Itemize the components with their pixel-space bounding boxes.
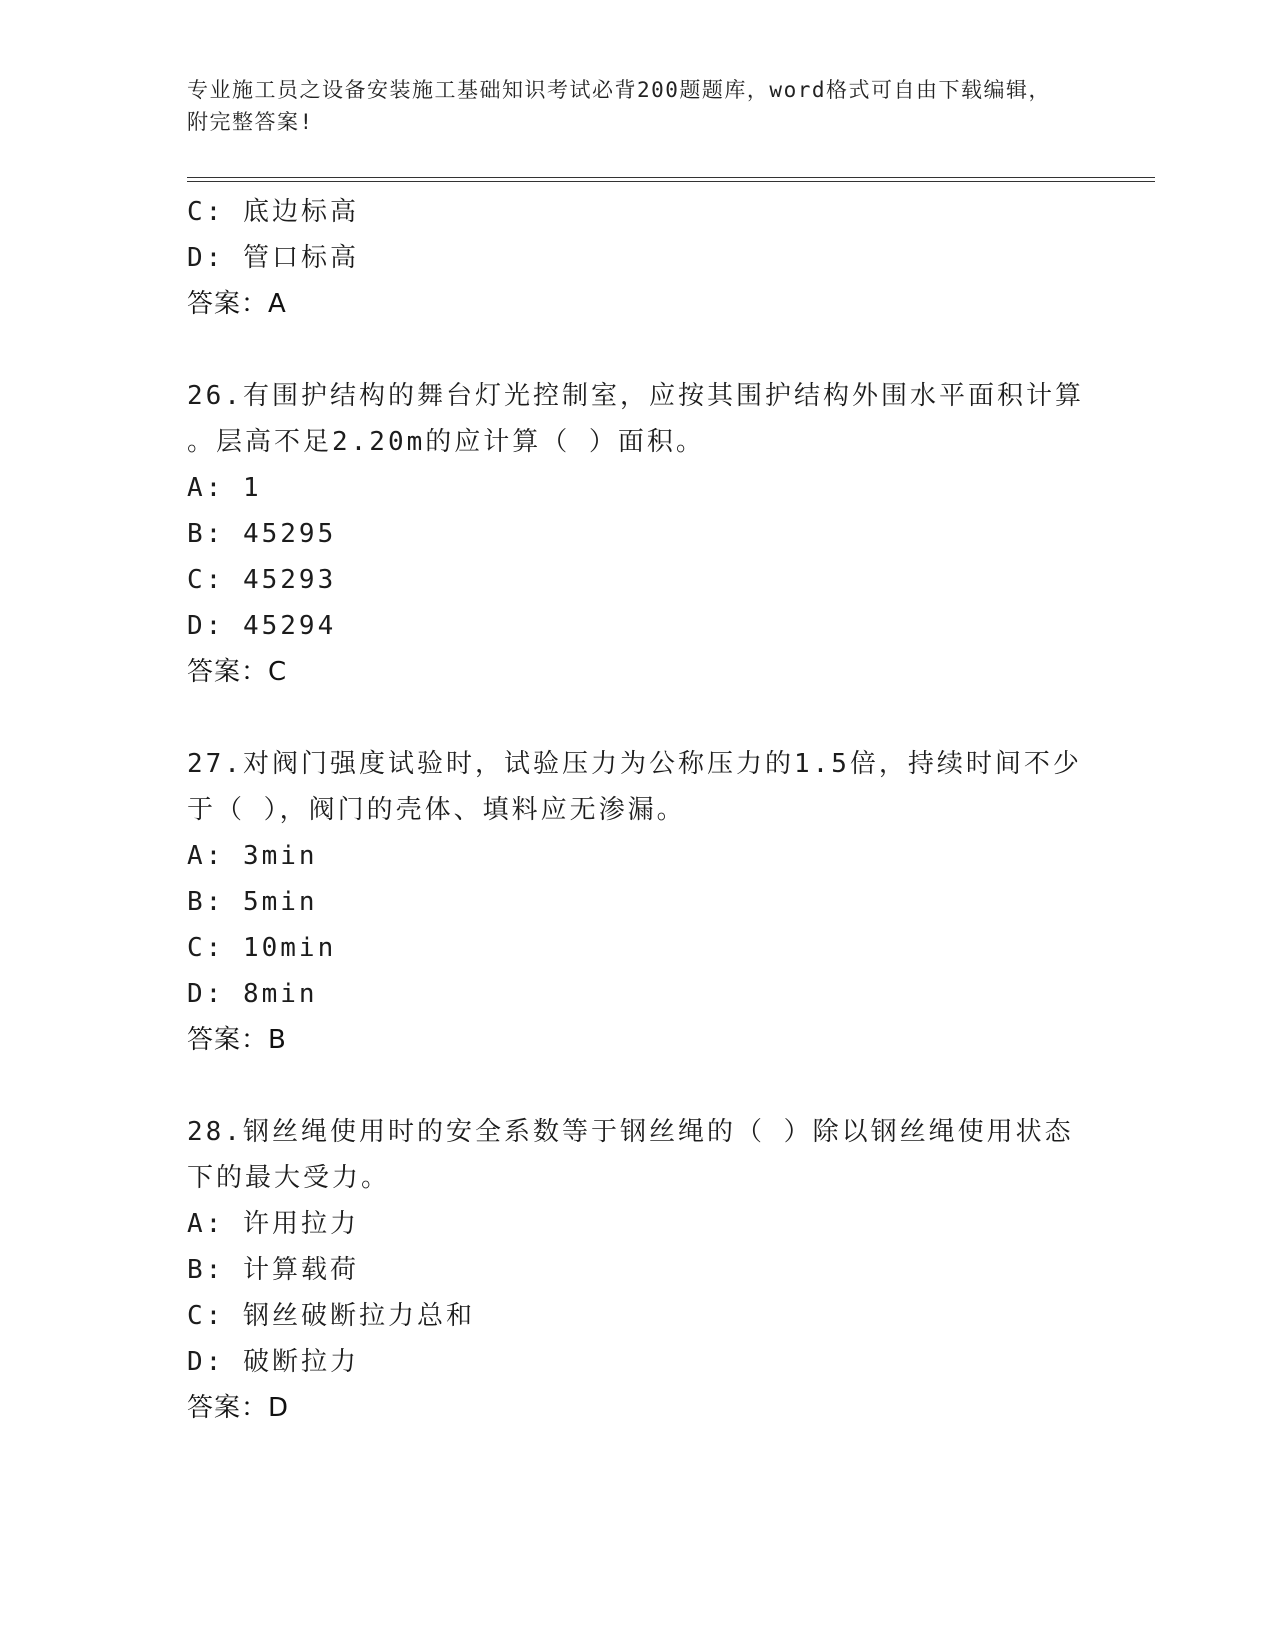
option-d: D: 破断拉力 <box>187 1347 359 1377</box>
question-text-line-2: 。层高不足2.20m的应计算（ ）面积。 <box>187 427 705 457</box>
question-27 <box>187 741 1087 1063</box>
option-c: C: 10min <box>187 933 337 963</box>
answer-line: 答案：A <box>187 289 287 319</box>
question-25-tail <box>187 189 1087 327</box>
option-a: A: 3min <box>187 841 318 871</box>
option-c: C: 底边标高 <box>187 197 359 227</box>
option-b: B: 45295 <box>187 519 337 549</box>
answer-line: 答案：C <box>187 657 288 687</box>
header-divider-top <box>187 177 1155 178</box>
document-header: 专业施工员之设备安装施工基础知识考试必背200题题库，word格式可自由下载编辑，附完整答案! <box>187 78 1051 134</box>
question-text-line-1: 28.钢丝绳使用时的安全系数等于钢丝绳的（ ）除以钢丝绳使用状态 <box>187 1117 1074 1147</box>
answer-line: 答案：D <box>187 1393 290 1423</box>
header-divider-bottom <box>187 181 1155 182</box>
option-d: D: 管口标高 <box>187 243 359 273</box>
question-text-line-1: 27.对阀门强度试验时，试验压力为公称压力的1.5倍，持续时间不少 <box>187 749 1082 779</box>
question-26 <box>187 373 1087 695</box>
option-d: D: 8min <box>187 979 318 1009</box>
option-a: A: 1 <box>187 473 262 503</box>
spacer <box>187 695 1087 741</box>
option-c: C: 钢丝破断拉力总和 <box>187 1301 475 1331</box>
question-text-line-2: 下的最大受力。 <box>187 1163 391 1193</box>
option-b: B: 计算载荷 <box>187 1255 359 1285</box>
option-d: D: 45294 <box>187 611 337 641</box>
answer-line: 答案：B <box>187 1025 287 1055</box>
question-text-line-1: 26.有围护结构的舞台灯光控制室，应按其围护结构外围水平面积计算 <box>187 381 1084 411</box>
question-text-line-2: 于（ ），阀门的壳体、填料应无渗漏。 <box>187 795 686 825</box>
question-list <box>187 189 1087 1431</box>
option-a: A: 许用拉力 <box>187 1209 359 1239</box>
option-c: C: 45293 <box>187 565 337 595</box>
question-28 <box>187 1109 1087 1431</box>
option-b: B: 5min <box>187 887 318 917</box>
spacer <box>187 327 1087 373</box>
spacer <box>187 1063 1087 1109</box>
